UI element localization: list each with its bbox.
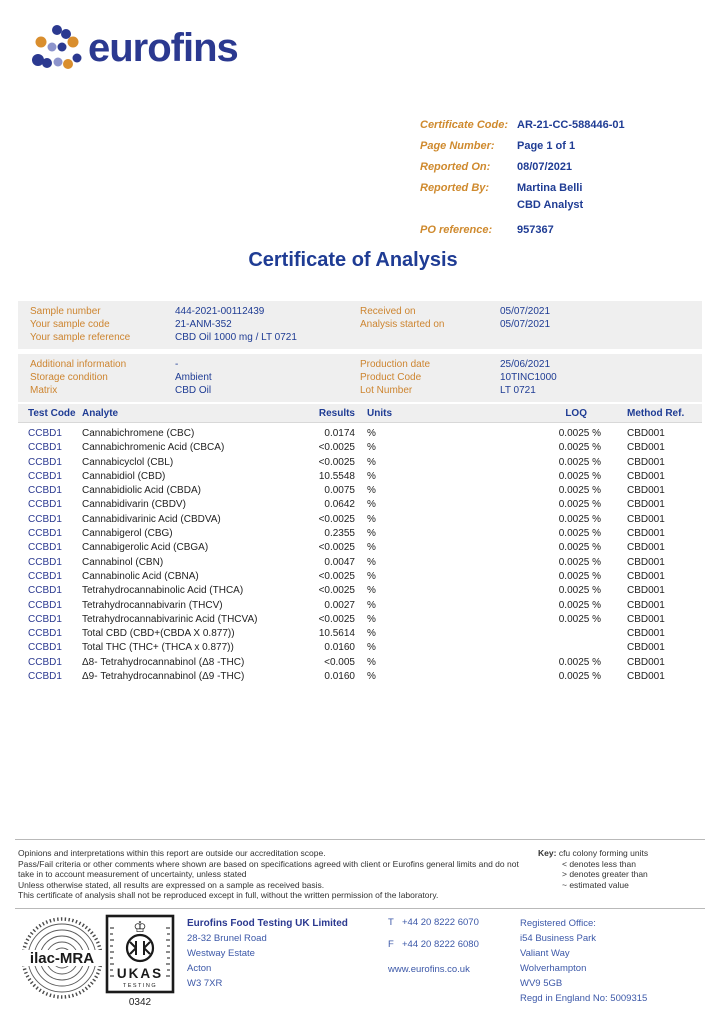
table-row [18, 456, 702, 470]
info-value: 10TINC1000 [500, 372, 557, 384]
info-value: Ambient [175, 372, 212, 384]
cell-test-code: CCBD1 [28, 499, 62, 511]
cell-analyte: Total THC (THC+ (THCA x 0.877)) [82, 642, 234, 654]
svg-text:TESTING: TESTING [122, 983, 158, 989]
cell-method-ref: CBD001 [627, 442, 665, 454]
info-label: Additional information [30, 359, 127, 370]
cell-method-ref: CBD001 [627, 585, 665, 597]
cell-test-code: CCBD1 [28, 656, 62, 668]
cell-analyte: Cannabidivarin (CBDV) [82, 499, 186, 511]
cell-analyte: Cannabidiolic Acid (CBDA) [82, 485, 201, 497]
cell-loq: 0.0025 % [558, 499, 601, 511]
footer-company-address [187, 916, 348, 991]
cell-analyte: Cannabichromene (CBC) [82, 428, 195, 439]
cell-test-code: CCBD1 [28, 456, 62, 468]
table-row [18, 613, 702, 627]
cell-loq: 0.0025 % [558, 556, 601, 568]
cell-loq: 0.0025 % [558, 570, 601, 582]
cell-test-code: CCBD1 [28, 613, 62, 625]
meta-label: Certificate Code: [420, 119, 509, 131]
info-value: 444-2021-00112439 [175, 306, 265, 317]
info-label: Lot Number [360, 385, 413, 397]
registered-line: Wolverhampton [520, 963, 587, 974]
cell-test-code: CCBD1 [28, 642, 62, 654]
info-label: Your sample reference [30, 332, 131, 344]
cell-method-ref: CBD001 [627, 428, 665, 439]
fax-number: +44 20 8222 6080 [402, 939, 479, 950]
info-value: 05/07/2021 [500, 306, 551, 317]
cell-test-code: CCBD1 [28, 528, 62, 540]
cell-loq: 0.0025 % [558, 656, 601, 668]
cell-loq: 0.0025 % [558, 585, 601, 597]
cell-result: 0.0174 [324, 428, 355, 439]
cell-loq: 0.0025 % [558, 671, 601, 683]
meta-row-page-number [420, 140, 625, 153]
meta-label: Reported On: [420, 161, 491, 173]
phone-label: T [388, 917, 394, 928]
table-row [18, 484, 702, 498]
eurofins-dots-icon [28, 20, 84, 76]
cell-method-ref: CBD001 [627, 599, 665, 611]
cell-test-code: CCBD1 [28, 671, 62, 683]
cell-analyte: Cannabinolic Acid (CBNA) [82, 570, 199, 582]
disclaimer-text [18, 848, 530, 901]
info-label: Received on [360, 306, 416, 317]
cell-loq: 0.0025 % [558, 456, 601, 468]
info-label: Analysis started on [360, 319, 445, 331]
disclaimer-line: This certificate of analysis shall not be reproduced except in full, without the written permission of the laboratory. [18, 890, 439, 901]
cell-units: % [367, 542, 376, 554]
page-title: Certificate of Analysis [248, 249, 458, 271]
phone-number: +44 20 8222 6070 [402, 917, 479, 928]
cell-units: % [367, 613, 376, 625]
meta-value [517, 182, 583, 212]
reporter-name: Martina Belli [517, 182, 583, 194]
results-table-body [18, 427, 702, 684]
cell-units: % [367, 556, 376, 568]
address-line: W3 7XR [187, 978, 223, 989]
key-first-line [538, 848, 708, 859]
sample-info-block-2 [18, 354, 702, 402]
cell-test-code: CCBD1 [28, 585, 62, 597]
cell-analyte: Cannabidivarinic Acid (CBDVA) [82, 513, 221, 525]
cell-result: 10.5614 [318, 628, 355, 640]
info-value: - [175, 359, 179, 370]
cell-result: 0.0160 [324, 671, 355, 683]
cell-test-code: CCBD1 [28, 513, 62, 525]
cell-result: <0.0025 [318, 542, 355, 554]
cell-method-ref: CBD001 [627, 528, 665, 540]
cell-result: <0.0025 [318, 570, 355, 582]
ilac-mra-logo-icon [20, 916, 104, 1005]
divider-line [15, 908, 705, 909]
cell-result: 0.0075 [324, 485, 355, 497]
table-row [18, 556, 702, 570]
meta-label: Page Number: [420, 140, 495, 152]
disclaimer-line: Unless otherwise stated, all results are expressed on a sample as received basis. [18, 879, 325, 890]
registered-line: i54 Business Park [520, 933, 597, 944]
cell-loq: 0.0025 % [558, 485, 601, 497]
cell-test-code: CCBD1 [28, 428, 62, 439]
cell-method-ref: CBD001 [627, 628, 665, 640]
cell-units: % [367, 599, 376, 611]
table-row [18, 584, 702, 598]
meta-value: 08/07/2021 [517, 161, 573, 173]
cell-analyte: Tetrahydrocannabinolic Acid (THCA) [82, 585, 244, 597]
info-label: Storage condition [30, 372, 108, 384]
cell-method-ref: CBD001 [627, 671, 665, 683]
registered-line: Registered Office: [520, 918, 596, 929]
cell-test-code: CCBD1 [28, 556, 62, 568]
ukas-logo-icon [105, 914, 175, 1001]
cell-method-ref: CBD001 [627, 570, 665, 582]
cell-loq: 0.0025 % [558, 428, 601, 439]
cell-analyte: Cannabigerol (CBG) [82, 528, 173, 540]
info-label: Sample number [30, 306, 101, 317]
info-value: 21-ANM-352 [175, 319, 232, 331]
cell-analyte: Cannabigerolic Acid (CBGA) [82, 542, 209, 554]
cell-result: <0.0025 [318, 456, 355, 468]
results-table-header [18, 404, 702, 423]
cell-units: % [367, 470, 376, 482]
key-line: ~ estimated value [562, 879, 629, 890]
phone-row [388, 916, 479, 929]
eurofins-logo [28, 20, 238, 76]
cell-analyte: Cannabidiol (CBD) [82, 470, 166, 482]
col-header-loq: LOQ [565, 407, 587, 419]
cell-units: % [367, 570, 376, 582]
info-value: 05/07/2021 [500, 319, 551, 331]
key-line: > denotes greater than [562, 869, 648, 880]
cell-result: 0.0027 [324, 599, 355, 611]
svg-text:ilac-MRA: ilac-MRA [29, 950, 95, 967]
cell-test-code: CCBD1 [28, 570, 62, 582]
info-value: LT 0721 [500, 385, 536, 397]
info-label: Production date [360, 359, 431, 370]
cell-method-ref: CBD001 [627, 656, 665, 668]
registered-line: Valiant Way [520, 948, 570, 959]
key-units-note: cfu colony forming units [558, 848, 649, 858]
cell-analyte: Δ9- Tetrahydrocannabinol (Δ9 -THC) [82, 671, 245, 683]
cell-method-ref: CBD001 [627, 485, 665, 497]
meta-value: 957367 [517, 224, 554, 236]
cell-result: 0.2355 [324, 528, 355, 540]
cell-loq [395, 641, 601, 655]
cell-loq [395, 627, 601, 641]
cell-result: 0.0160 [324, 642, 355, 654]
cell-units: % [367, 485, 376, 497]
footer-registered-office [520, 916, 647, 1006]
info-label: Your sample code [30, 319, 110, 331]
cell-result: <0.0025 [318, 442, 355, 454]
meta-label: PO reference: [420, 224, 493, 236]
cell-test-code: CCBD1 [28, 442, 62, 454]
svg-text:♔: ♔ [133, 918, 147, 936]
info-label [360, 331, 500, 344]
fax-label: F [388, 939, 394, 950]
reporter-role: CBD Analyst [517, 199, 584, 211]
certificate-meta [420, 119, 625, 245]
registered-line: WV9 5GB [520, 978, 563, 989]
table-row [18, 641, 702, 655]
cell-analyte: Tetrahydrocannabivarin (THCV) [82, 599, 223, 611]
registered-line: Regd in England No: 5009315 [520, 993, 648, 1004]
info-value: 25/06/2021 [500, 359, 551, 370]
cell-units: % [367, 628, 376, 640]
col-header-test-code: Test Code [28, 407, 76, 419]
col-header-results: Results [318, 407, 355, 419]
col-header-method-ref: Method Ref. [627, 407, 685, 419]
cell-test-code: CCBD1 [28, 599, 62, 611]
cell-units: % [367, 442, 376, 454]
ukas-accreditation-number: 0342 [128, 997, 152, 1008]
info-value: CBD Oil [175, 385, 212, 397]
divider-line [15, 839, 705, 840]
cell-loq: 0.0025 % [558, 599, 601, 611]
meta-row-reported-on [420, 161, 625, 174]
sample-info-block-1 [18, 301, 702, 349]
table-row [18, 541, 702, 555]
cell-result: <0.0025 [318, 613, 355, 625]
cell-units: % [367, 428, 376, 439]
cell-loq: 0.0025 % [558, 613, 601, 625]
cell-result: 0.0642 [324, 499, 355, 511]
cell-method-ref: CBD001 [627, 499, 665, 511]
cell-test-code: CCBD1 [28, 485, 62, 497]
cell-method-ref: CBD001 [627, 456, 665, 468]
table-row [18, 656, 702, 670]
table-row [18, 470, 702, 484]
cell-units: % [367, 585, 376, 597]
key-label: Key: [538, 848, 557, 858]
table-row [18, 670, 702, 684]
info-value [500, 331, 702, 344]
cell-loq: 0.0025 % [558, 470, 601, 482]
col-header-units: Units [367, 407, 392, 419]
cell-analyte: Total CBD (CBD+(CBDA X 0.877)) [82, 628, 235, 640]
table-row [18, 570, 702, 584]
cell-result: <0.0025 [318, 585, 355, 597]
cell-analyte: Δ8- Tetrahydrocannabinol (Δ8 -THC) [82, 656, 245, 668]
cell-method-ref: CBD001 [627, 470, 665, 482]
cell-loq: 0.0025 % [558, 513, 601, 525]
table-row [18, 513, 702, 527]
table-row [18, 427, 702, 441]
address-line: Acton [187, 963, 212, 974]
cell-units: % [367, 671, 376, 683]
cell-result: <0.0025 [318, 513, 355, 525]
table-row [18, 498, 702, 512]
cell-analyte: Tetrahydrocannabivarinic Acid (THCVA) [82, 613, 258, 625]
meta-label: Reported By: [420, 182, 490, 194]
cell-test-code: CCBD1 [28, 470, 62, 482]
info-label: Matrix [30, 385, 58, 397]
cell-loq: 0.0025 % [558, 442, 601, 454]
address-line: 28-32 Brunel Road [187, 933, 267, 944]
meta-value: AR-21-CC-588446-01 [517, 119, 625, 131]
table-row [18, 627, 702, 641]
cell-analyte: Cannabinol (CBN) [82, 556, 164, 568]
cell-units: % [367, 528, 376, 540]
cell-test-code: CCBD1 [28, 628, 62, 640]
cell-units: % [367, 642, 376, 654]
key-legend [538, 848, 708, 890]
cell-units: % [367, 513, 376, 525]
cell-method-ref: CBD001 [627, 542, 665, 554]
svg-text:UKAS: UKAS [116, 966, 164, 981]
meta-row-reported-by [420, 182, 625, 212]
cell-result: 10.5548 [318, 470, 355, 482]
disclaimer-line: Pass/Fail criteria or other comments where shown are based on specifications agreed with client or Eurofins general limits and do not take in to account measurement of uncertainty, unless stated [18, 858, 519, 880]
address-line: Westway Estate [187, 948, 255, 959]
cell-result: <0.005 [324, 656, 355, 668]
company-name: Eurofins Food Testing UK Limited [187, 918, 348, 929]
footer-contact [388, 916, 479, 976]
cell-test-code: CCBD1 [28, 542, 62, 554]
cell-method-ref: CBD001 [627, 642, 665, 654]
meta-row-po-reference [420, 224, 625, 237]
col-header-analyte: Analyte [82, 407, 119, 419]
cell-method-ref: CBD001 [627, 556, 665, 568]
disclaimer-line: Opinions and interpretations within this report are outside our accreditation scope. [18, 848, 326, 858]
cell-method-ref: CBD001 [627, 513, 665, 525]
info-label: Product Code [360, 372, 422, 384]
key-line: < denotes less than [562, 858, 636, 869]
cell-loq: 0.0025 % [558, 542, 601, 554]
cell-method-ref: CBD001 [627, 613, 665, 625]
cell-units: % [367, 456, 376, 468]
cell-analyte: Cannabicyclol (CBL) [82, 456, 174, 468]
info-value: CBD Oil 1000 mg / LT 0721 [175, 332, 297, 344]
meta-row-certificate-code [420, 119, 625, 132]
table-row [18, 441, 702, 455]
cell-analyte: Cannabichromenic Acid (CBCA) [82, 442, 225, 454]
fax-row [388, 938, 479, 951]
cell-units: % [367, 656, 376, 668]
meta-value: Page 1 of 1 [517, 140, 576, 152]
table-row [18, 527, 702, 541]
brand-name: eurofins [88, 26, 238, 70]
cell-result: 0.0047 [324, 556, 355, 568]
table-row [18, 599, 702, 613]
cell-loq: 0.0025 % [558, 528, 601, 540]
cell-units: % [367, 499, 376, 511]
website-link[interactable]: www.eurofins.co.uk [388, 964, 470, 975]
